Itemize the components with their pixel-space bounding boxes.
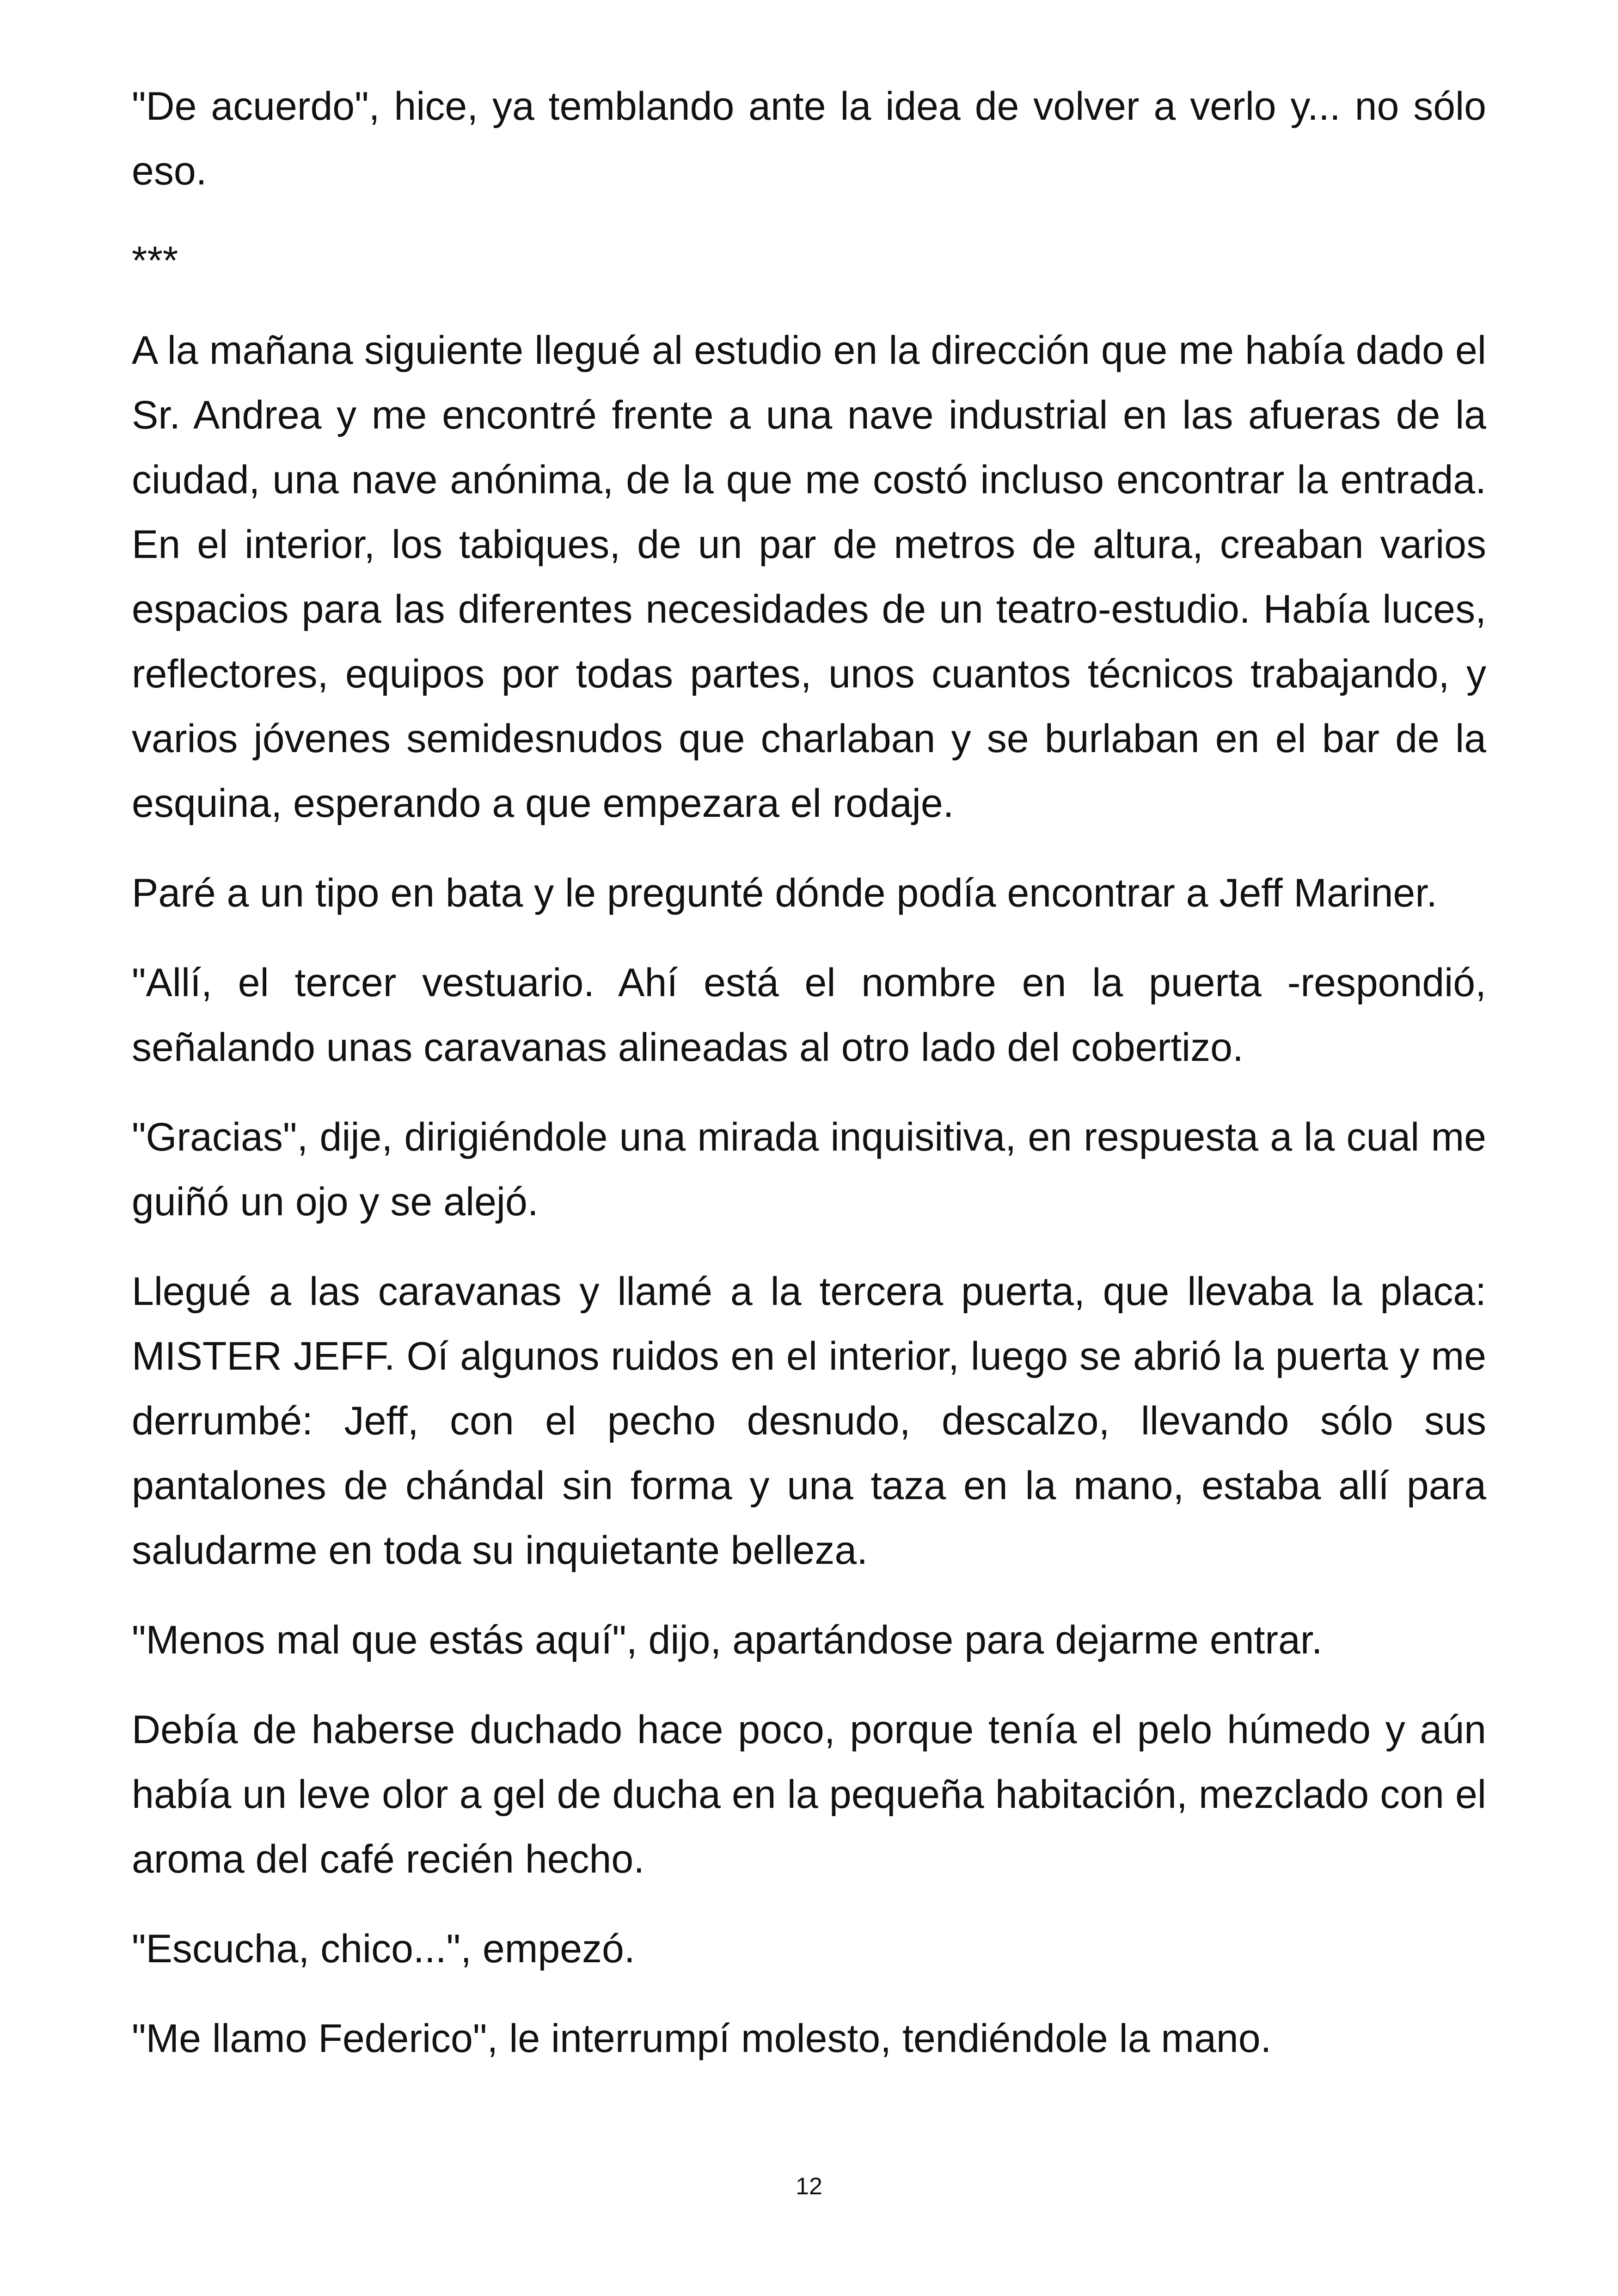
page-body xyxy=(132,74,1486,2096)
paragraph: "Allí, el tercer vestuario. Ahí está el nombre en la puerta -respondió, señalando unas caravanas alineadas al otro lado del cobertizo. xyxy=(132,961,1486,1070)
paragraph: Debía de haberse duchado hace poco, porque tenía el pelo húmedo y aún había un leve olor a gel de ducha en la pequeña habitación, mezclado con el aroma del café recién hecho. xyxy=(132,1708,1486,1881)
paragraph: A la mañana siguiente llegué al estudio en la dirección que me había dado el Sr. Andrea y me encontré frente a una nave industrial en las afueras de la ciudad, una nave anónima, de la que me costó incluso encontrar la entrada. En el interior, los tabiques, de un par de metros de altura, creaban varios espacios para las diferentes necesidades de un teatro-estudio. Había luces, reflectores, equipos por todas partes, unos cuantos técnicos trabajando, y varios jóvenes semidesnudos que charlaban y se burlaban en el bar de la esquina, esperando a que empezara el rodaje. xyxy=(132,328,1486,826)
paragraph: "Menos mal que estás aquí", dijo, apartándose para dejarme entrar. xyxy=(132,1618,1323,1662)
paragraph: Llegué a las caravanas y llamé a la tercera puerta, que llevaba la placa: MISTER JEFF. Oí algunos ruidos en el interior, luego se abrió la puerta y me derrumbé: Jeff, con el pecho desnudo, descalzo, llevando sólo sus pantalones de chándal sin forma y una taza en la mano, estaba allí para saludarme en toda su inquietante belleza. xyxy=(132,1269,1486,1573)
page-number: 12 xyxy=(796,2173,822,2200)
paragraph: Paré a un tipo en bata y le pregunté dónde podía encontrar a Jeff Mariner. xyxy=(132,871,1438,915)
section-separator: *** xyxy=(132,239,178,283)
paragraph: "Me llamo Federico", le interrumpí molesto, tendiéndole la mano. xyxy=(132,2016,1272,2061)
paragraph: "Gracias", dije, dirigiéndole una mirada inquisitiva, en respuesta a la cual me guiñó un ojo y se alejó. xyxy=(132,1115,1486,1224)
paragraph: "De acuerdo", hice, ya temblando ante la idea de volver a verlo y... no sólo eso. xyxy=(132,84,1486,193)
paragraph: "Escucha, chico...", empezó. xyxy=(132,1927,635,1971)
